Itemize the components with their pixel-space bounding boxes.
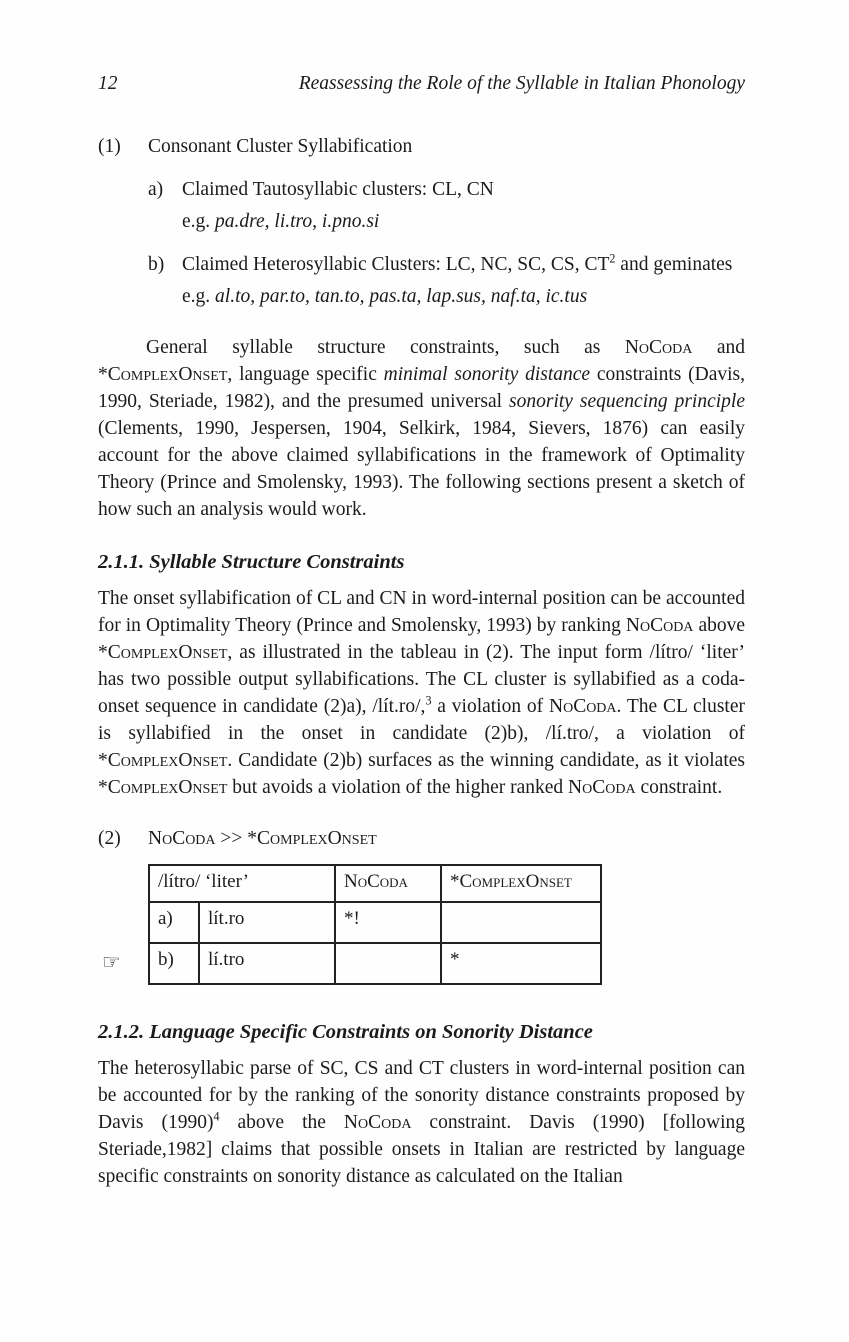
section-2-1-1-heading: 2.1.1. Syllable Structure Constraints [98, 551, 405, 573]
example-1a-text: Claimed Tautosyllabic clusters: CL, CN [182, 179, 494, 200]
running-title: Reassessing the Role of the Syllable in Italian Phonology [298, 73, 745, 94]
example-1b-examples: e.g. al.to, par.to, tan.to, pas.ta, lap.sus, naf.ta, ic.tus [182, 286, 588, 307]
paragraph-2-1-2: The heterosyllabic parse of SC, CS and CT clusters in word-internal position can be accounted for by the ranking of the sonority distance constraints proposed by Davis $(1990)^4$ above the NoCoda constraint. Davis (1990) [following Steriade,1982] claims that possible onsets in Italian are restricted by language specific constraints on sonority distance as calculated on the Italian [98, 1058, 745, 1187]
page-number: 12 [98, 73, 118, 94]
example-1a [148, 176, 745, 203]
candidate-a-form: lít.ro [199, 902, 335, 943]
running-header [98, 70, 745, 97]
tableau-table [148, 864, 602, 985]
candidate-b-letter: b) [149, 943, 199, 984]
paragraph-general-constraints: General syllable structure constraints, such as NoCoda and *ComplexOnset, language specific minimal sonority distance constraints (Davis, 1990, Steriade, 1982), and the presumed universal sonority sequencing principle (Clements, 1990, Jespersen, 1904, Selkirk, 1984, Sievers, 1876) can easily account for the above claimed syllabifications in the framework of Optimality Theory (Prince and Smolensky, 1993). The following sections present a sketch of how such an analysis would work. [98, 337, 746, 520]
tableau-input-cell: /lítro/ ‘liter’ [149, 865, 335, 902]
example-1b-text: Claimed Heterosyllabic Clusters: LC, NC, SC, CS, $CT^2$ and geminates [182, 251, 733, 275]
candidate-a-letter: a) [149, 902, 199, 943]
example-1-title: Consonant Cluster Syllabification [148, 136, 413, 157]
tableau-constraint-complexonset: *ComplexOnset [441, 865, 601, 902]
tableau-row-b [149, 943, 601, 984]
example-2-label: (2) [98, 828, 121, 849]
example-2 [98, 825, 745, 852]
tableau-header-row [149, 865, 601, 902]
example-1b-letter: b) [148, 254, 165, 275]
candidate-a-nocoda-violation: *! [335, 902, 441, 943]
pointing-hand-icon: ☞ [102, 950, 121, 974]
tableau-row-a [149, 902, 601, 943]
example-1-label: (1) [98, 136, 121, 157]
section-2-1-2-heading: 2.1.2. Language Specific Constraints on Sonority Distance [98, 1021, 593, 1043]
candidate-b-complexonset-violation: * [441, 943, 601, 984]
candidate-a-complexonset-violation [441, 902, 601, 943]
example-1a-letter: a) [148, 179, 164, 200]
candidate-b-form: lí.tro [199, 943, 335, 984]
tableau-constraint-nocoda: NoCoda [335, 865, 441, 902]
example-1 [98, 133, 745, 160]
example-1b [148, 251, 745, 278]
paragraph-2-1-1: The onset syllabification of CL and CN in word-internal position can be accounted for in Optimality Theory (Prince and Smolensky, 1993) by ranking NoCoda above *ComplexOnset, as illustrated in the tableau in (2). The input form /lítro/ ‘liter’ has two possible output syllabifications. The CL cluster is syllabified as a coda-onset sequence in candidate (2)a), /lít.ro/,$^3$ a violation of NoCoda. The CL cluster is syllabified in the onset in candidate (2)b), /lí.tro/, a violation of *ComplexOnset. Candidate (2)b) surfaces as the winning candidate, as it violates *ComplexOnset but avoids a violation of the higher ranked NoCoda constraint. [98, 588, 746, 798]
example-2-ranking: NoCoda >> *ComplexOnset [148, 828, 377, 849]
example-1a-examples: e.g. pa.dre, li.tro, i.pno.si [182, 211, 380, 232]
ot-tableau [102, 864, 745, 985]
candidate-b-nocoda-violation [335, 943, 441, 984]
